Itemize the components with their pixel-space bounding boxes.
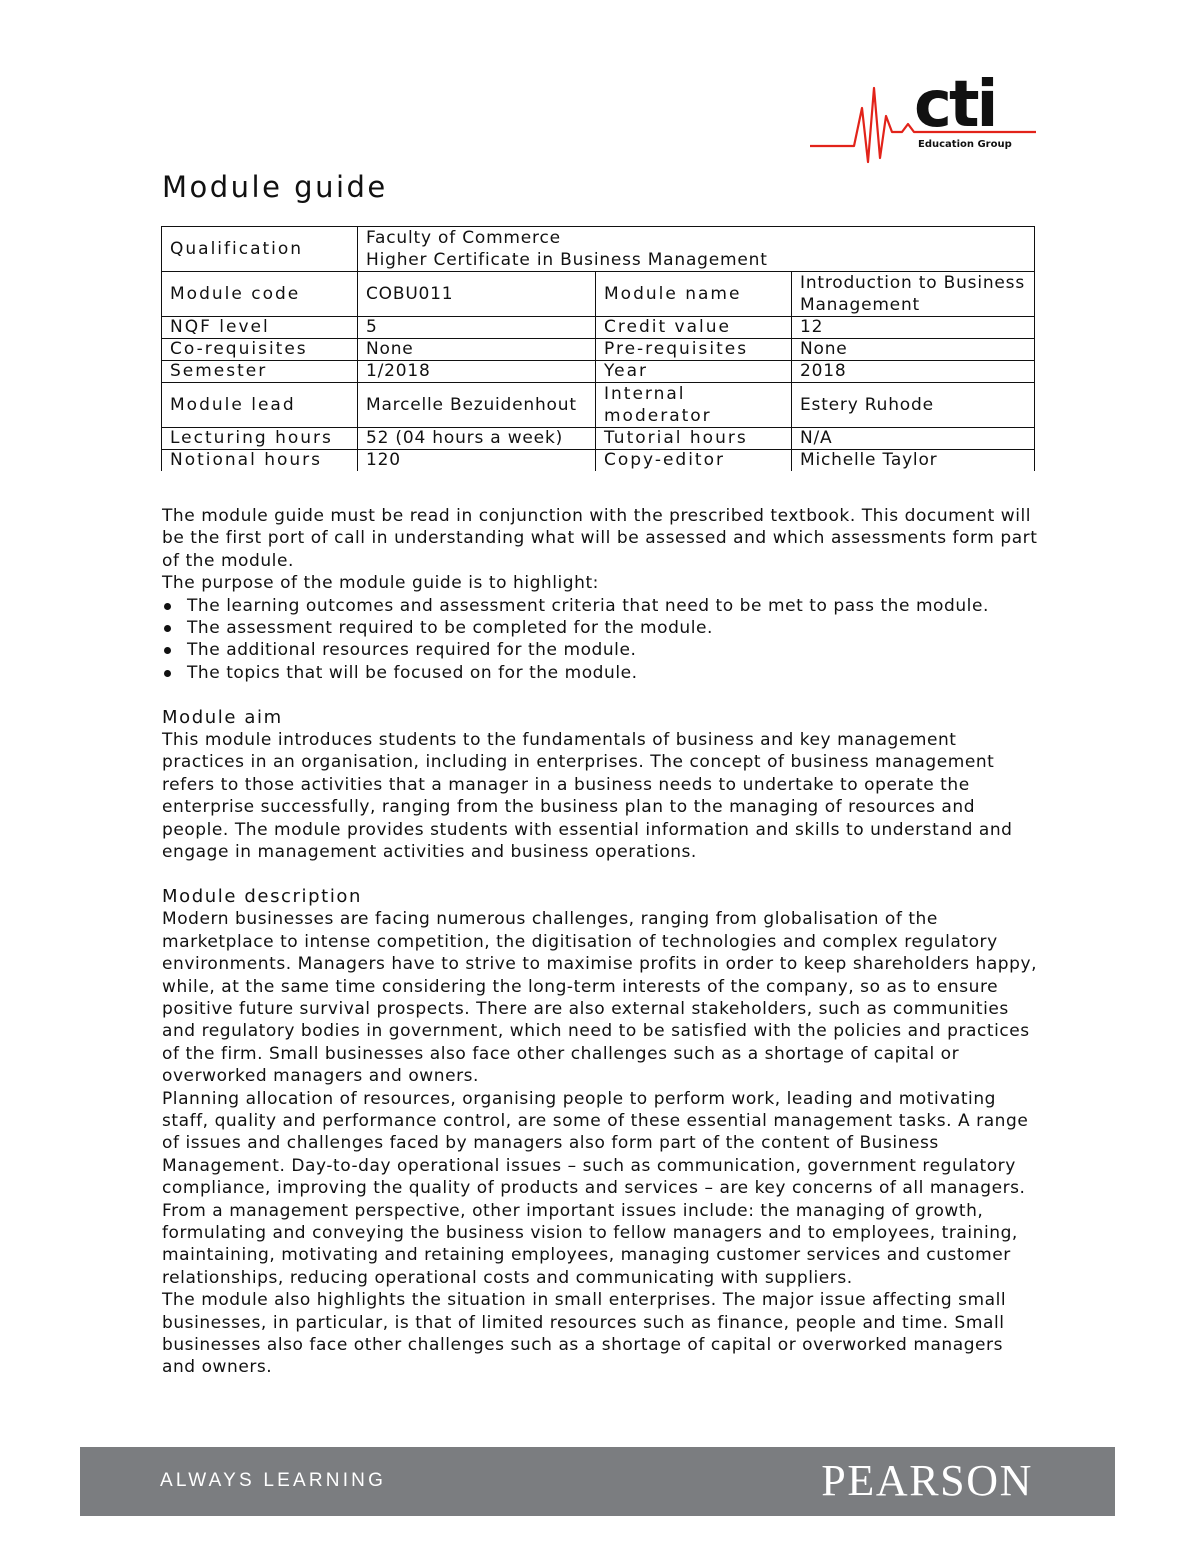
table-row [162, 339, 1035, 361]
notional-hours-value: 120 [358, 450, 596, 472]
prerequisites-value: None [792, 339, 1035, 361]
table-row [162, 272, 1035, 317]
qualification-line2: Higher Certificate in Business Management [366, 250, 768, 270]
year-value: 2018 [792, 361, 1035, 383]
intro-paragraph: The module guide must be read in conjunction with the prescribed textbook. This document will be the first port of call in understanding what will be assessed and which assessments form part of the module. [162, 506, 1038, 571]
nqf-level-value: 5 [358, 317, 596, 339]
nqf-level-label: NQF level [162, 317, 358, 339]
module-description-paragraph: The module also highlights the situation in small enterprises. The major issue affecting small businesses, in particular, is that of limited resources such as finance, people and time. Small businesses also face other challenges such as a shortage of capital or overworked managers and owners. [162, 1290, 1007, 1378]
page-title: Module guide [162, 170, 388, 204]
module-aim-text: This module introduces students to the fundamentals of business and key management practices in an organisation, including in enterprises. The concept of business management refers to those activities that a manager in a business needs to undertake to operate the enterprise successfully, ranging from the business plan to the managing of resources and people. The module provides students with essential information and skills to understand and engage in management activities and business operations. [162, 730, 1013, 863]
logo-subtext: Education Group [918, 139, 1012, 150]
semester-value: 1/2018 [358, 361, 596, 383]
module-name-value: Introduction to Business Management [792, 272, 1035, 317]
internal-moderator-value: Estery Ruhode [792, 383, 1035, 428]
internal-moderator-label: Internal moderator [596, 383, 792, 428]
module-code-label: Module code [162, 272, 358, 317]
module-lead-value: Marcelle Bezuidenhout [358, 383, 596, 428]
footer-tagline: ALWAYS LEARNING [160, 1470, 387, 1491]
notional-hours-label: Notional hours [162, 450, 358, 472]
table-row [162, 361, 1035, 383]
copy-editor-label: Copy-editor [596, 450, 792, 472]
pearson-logo: PEARSON [821, 1456, 1033, 1505]
qualification-value [358, 227, 1035, 272]
copy-editor-value: Michelle Taylor [792, 450, 1035, 472]
table-row [162, 428, 1035, 450]
credit-value-label: Credit value [596, 317, 792, 339]
tutorial-hours-value: N/A [792, 428, 1035, 450]
tutorial-hours-label: Tutorial hours [596, 428, 792, 450]
module-code-value: COBU011 [358, 272, 596, 317]
footer-banner [80, 1447, 1115, 1516]
credit-value-value: 12 [792, 317, 1035, 339]
table-row [162, 450, 1035, 472]
module-description-heading: Module description [162, 885, 363, 907]
prerequisites-label: Pre-requisites [596, 339, 792, 361]
lecturing-hours-value: 52 (04 hours a week) [358, 428, 596, 450]
year-label: Year [596, 361, 792, 383]
cti-logo-graphic [806, 58, 1038, 170]
purpose-list [162, 595, 1042, 685]
purpose-lead: The purpose of the module guide is to highlight: [162, 573, 599, 594]
semester-label: Semester [162, 361, 358, 383]
module-description-paragraph: Modern businesses are facing numerous challenges, ranging from globalisation of the marketplace to intense competition, the digitisation of technologies and complex regulatory environments. Managers have to strive to maximise profits in order to keep shareholders happy, while, at the same time considering the long-term interests of the company, so as to ensure positive future survival prospects. There are also external stakeholders, such as communities and regulatory bodies in government, which need to be satisfied with the policies and practices of the firm. Small businesses also face other challenges such as a shortage of capital or overworked managers and owners. [162, 909, 1038, 1087]
table-row [162, 227, 1035, 272]
logo-text: cti [914, 68, 996, 142]
document-body [162, 505, 1042, 1379]
module-description-paragraph: Planning allocation of resources, organising people to perform work, leading and motivating staff, quality and performance control, are some of these essential management tasks. A range of issues and challenges faced by managers also form part of the content of Business Management. Day-to-day operational issues – such as communication, government regulatory compliance, improving the quality of products and services – are key concerns of all managers. From a management perspective, other important issues include: the managing of growth, formulating and conveying the business vision to fellow managers and to employees, training, maintaining, motivating and retaining employees, managing customer services and customer relationships, reducing operational costs and communicating with suppliers. [162, 1088, 1029, 1288]
list-item: The additional resources required for the module. [162, 639, 1042, 661]
module-aim-heading: Module aim [162, 706, 283, 728]
qualification-label: Qualification [162, 227, 358, 272]
module-info-table [161, 226, 1035, 471]
lecturing-hours-label: Lecturing hours [162, 428, 358, 450]
list-item: The assessment required to be completed for the module. [162, 617, 1042, 639]
cti-logo [806, 58, 1038, 170]
module-lead-label: Module lead [162, 383, 358, 428]
corequisites-value: None [358, 339, 596, 361]
table-row [162, 383, 1035, 428]
list-item: The learning outcomes and assessment criteria that need to be met to pass the module. [162, 595, 1042, 617]
qualification-line1: Faculty of Commerce [366, 228, 561, 248]
module-name-label: Module name [596, 272, 792, 317]
list-item: The topics that will be focused on for the module. [162, 662, 1042, 684]
corequisites-label: Co-requisites [162, 339, 358, 361]
table-row [162, 317, 1035, 339]
